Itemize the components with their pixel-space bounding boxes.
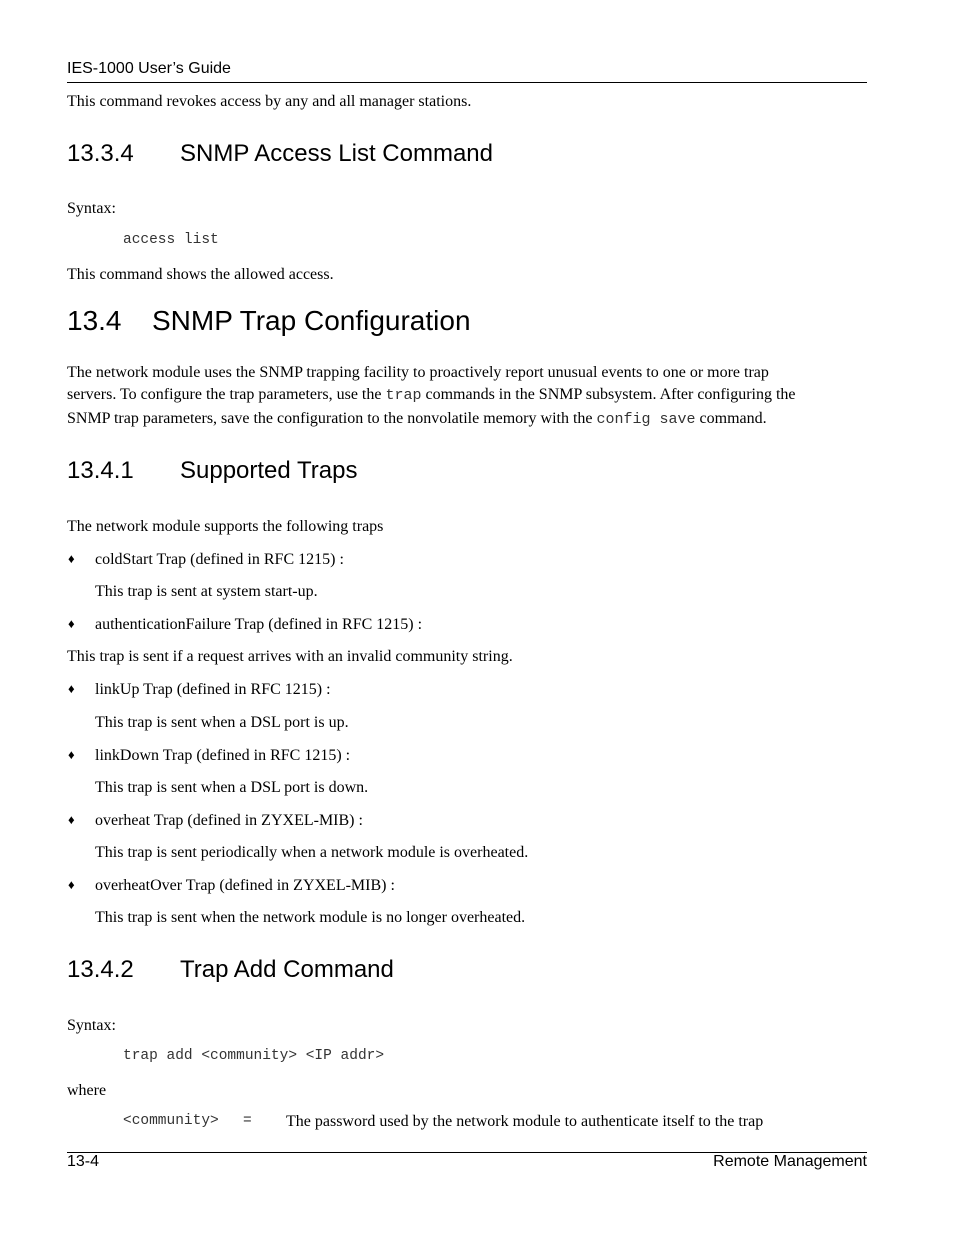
syntax-label: Syntax:	[67, 1017, 116, 1034]
trap-item-title: linkDown Trap (defined in RFC 1215) :	[95, 747, 351, 764]
heading-number: 13.4.1	[67, 457, 134, 484]
trap-item-title: coldStart Trap (defined in RFC 1215) :	[95, 551, 344, 568]
code-trap-add: trap add <community> <IP addr>	[123, 1048, 385, 1064]
heading-13-4-2	[67, 956, 394, 984]
bullet-icon: ♦	[68, 812, 75, 827]
inline-code-trap: trap	[385, 387, 422, 404]
syntax-label: Syntax:	[67, 200, 116, 217]
heading-title: Trap Add Command	[180, 956, 394, 983]
trap-item-title: overheatOver Trap (defined in ZYXEL-MIB) :	[95, 877, 395, 894]
trap-item-description: This trap is sent if a request arrives with an invalid community string.	[67, 648, 513, 665]
heading-title: Supported Traps	[180, 457, 358, 484]
param-equals: =	[243, 1113, 252, 1129]
bullet-icon: ♦	[68, 681, 75, 696]
trap-item-title: overheat Trap (defined in ZYXEL-MIB) :	[95, 812, 363, 829]
access-list-description: This command shows the allowed access.	[67, 266, 334, 283]
header-rule	[67, 82, 867, 83]
bullet-icon: ♦	[68, 877, 75, 892]
heading-title: SNMP Access List Command	[180, 140, 493, 167]
heading-number: 13.4.2	[67, 956, 134, 983]
trap-config-line-3: SNMP trap parameters, save the configuration to the nonvolatile memory with the config save command.	[67, 410, 767, 428]
trap-item-description: This trap is sent at system start-up.	[95, 583, 318, 600]
page-number: 13-4	[67, 1153, 100, 1170]
code-access-list: access list	[123, 232, 219, 248]
intro-paragraph: This command revokes access by any and all manager stations.	[67, 93, 472, 110]
bullet-icon: ♦	[68, 551, 75, 566]
bullet-icon: ♦	[68, 747, 75, 762]
trap-config-line-1: The network module uses the SNMP trapping facility to proactively report unusual events to one or more trap	[67, 364, 769, 381]
trap-item-title: linkUp Trap (defined in RFC 1215) :	[95, 681, 331, 698]
trap-item-description: This trap is sent when a DSL port is down.	[95, 779, 369, 796]
heading-title: SNMP Trap Configuration	[152, 305, 471, 336]
heading-number: 13.3.4	[67, 140, 134, 167]
trap-item-description: This trap is sent periodically when a network module is overheated.	[95, 844, 529, 861]
param-community-description: The password used by the network module to authenticate itself to the trap	[286, 1113, 764, 1130]
footer-section-title: Remote Management	[713, 1153, 867, 1170]
trap-item-description: This trap is sent when the network module is no longer overheated.	[95, 909, 526, 926]
heading-13-3-4	[67, 140, 493, 168]
inline-code-config-save: config save	[596, 411, 696, 428]
running-header: IES-1000 User’s Guide	[67, 60, 231, 77]
supported-traps-intro: The network module supports the following traps	[67, 518, 384, 535]
heading-13-4-1	[67, 457, 357, 485]
heading-13-4	[67, 305, 471, 337]
param-community: <community>	[123, 1113, 219, 1129]
trap-item-title: authenticationFailure Trap (defined in RFC 1215) :	[95, 616, 423, 633]
heading-number: 13.4	[67, 305, 122, 336]
trap-config-line-2: servers. To configure the trap parameters, use the trap commands in the SNMP subsystem. After configuring the	[67, 386, 796, 404]
trap-item-description: This trap is sent when a DSL port is up.	[95, 714, 349, 731]
bullet-icon: ♦	[68, 616, 75, 631]
where-label: where	[67, 1082, 107, 1099]
